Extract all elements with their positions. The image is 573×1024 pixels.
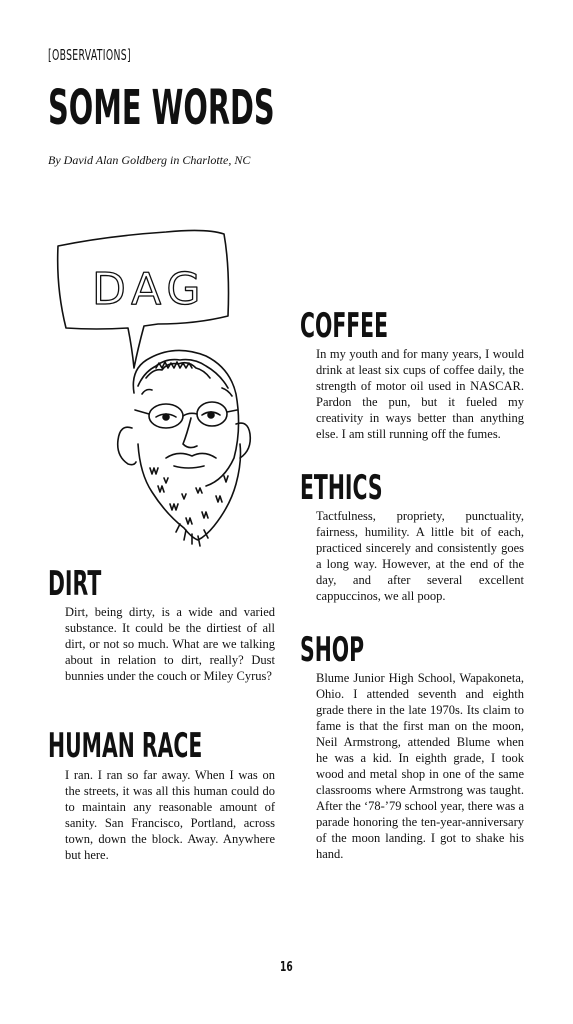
heading-shop: SHOP (300, 630, 365, 670)
left-ear (118, 427, 136, 464)
section-tag: [OBSERVATIONS] (48, 46, 131, 64)
body-ethics: Tactfulness, propriety, punctuality, fairness, humility. A little bit of each, practiced sincerely and consistently goes a long way. However, at the end of the day, and after several excellent cappuccinos, we all poop. (316, 509, 524, 603)
nose (183, 418, 197, 448)
body-human-race: I ran. I ran so far away. When I was on the streets, it was all this human could do to maintain any reasonable amount of sanity. San Francisco, Portland, across town, down the block. Away. Anywhere but here. (65, 768, 275, 862)
speech-bubble-text: DAG (92, 264, 207, 315)
byline: By David Alan Goldberg in Charlotte, NC (48, 153, 251, 167)
page-title: SOME WORDS (48, 80, 275, 136)
heading-human-race: HUMAN RACE (48, 726, 203, 766)
heading-coffee: COFFEE (300, 306, 389, 346)
heading-ethics: ETHICS (300, 468, 383, 508)
body-shop: Blume Junior High School, Wapakoneta, Ohio. I attended seventh and eighth grade there in the late 1970s. Its claim to fame is that the first man on the moon, Neil Armstrong, attended Blume when he was a kid. In eighth grade, I took wood and metal shop in one of the same classrooms where Armstrong was taught. After the ‘78-’79 school year, there was a parade honoring the ten-year-anniversary of the moon landing. I got to shake his hand. (316, 671, 524, 861)
beard (138, 444, 241, 540)
self-portrait-illustration (46, 218, 276, 558)
heading-dirt: DIRT (48, 564, 102, 604)
body-coffee: In my youth and for many years, I would drink at least six cups of coffee daily, the strength of motor oil used in NASCAR. Pardon the pun, but it fueled my creativity in ways better than anything else. I am still running off the fumes. (316, 347, 524, 441)
body-dirt: Dirt, being dirty, is a wide and varied substance. It could be the dirtiest of all dirt, or not so much. What are we talking about in relation to dirt, really? Dust bunnies under the couch or Miley Cyrus? (65, 605, 275, 683)
page-number: 16 (280, 960, 293, 975)
